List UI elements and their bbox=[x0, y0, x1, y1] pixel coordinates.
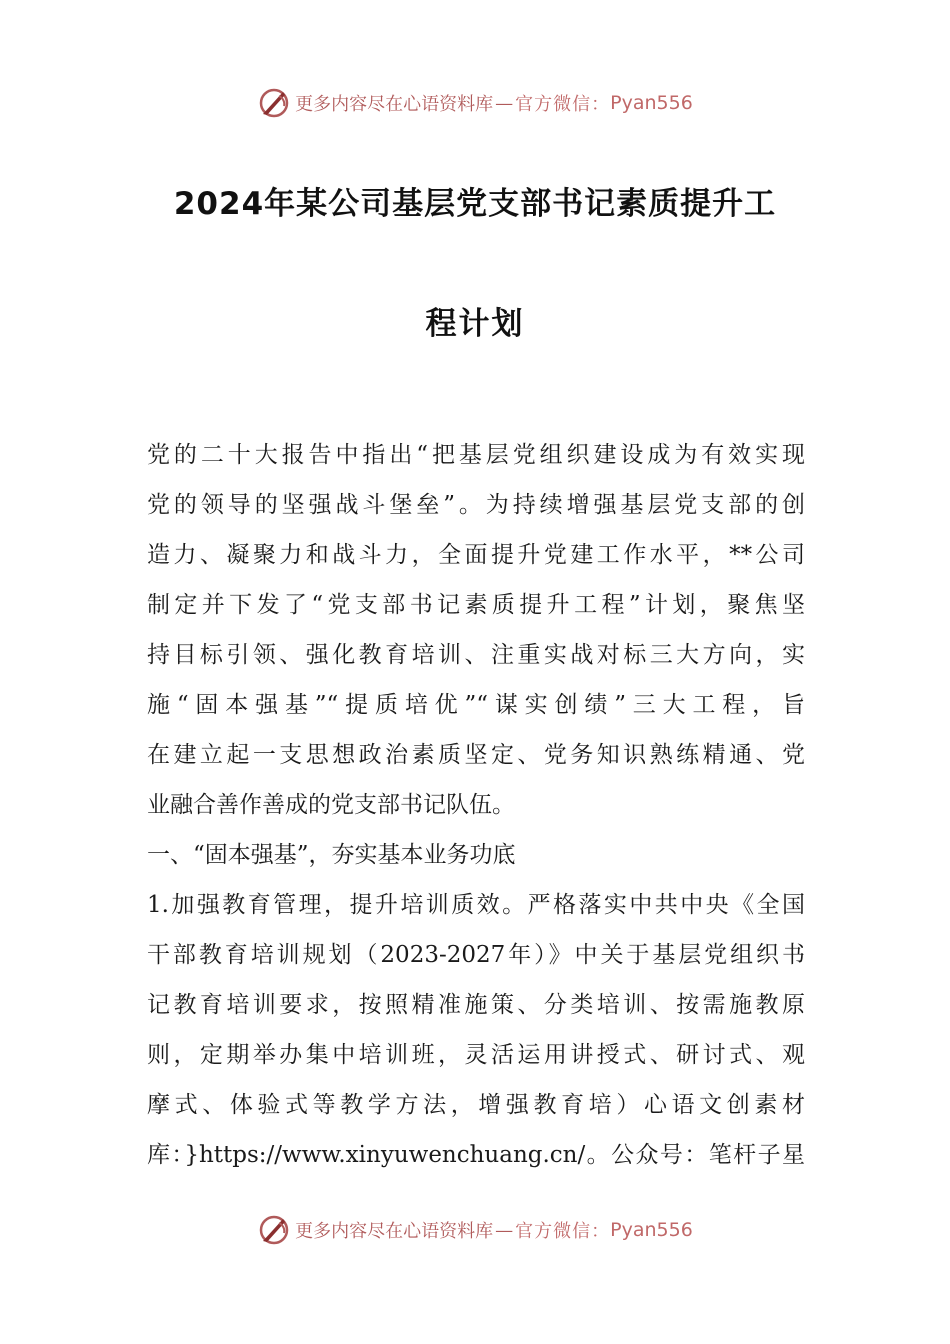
body-line: 党的二十大报告中指出“把基层党组织建设成为有效实现 bbox=[147, 442, 805, 468]
body-line: 摩式、体验式等教学方法，增强教育培）心语文创素材 bbox=[147, 1092, 805, 1118]
body-line: 干部教育培训规划（2023-2027年）》中关于基层党组织书 bbox=[147, 942, 805, 968]
quill-pen-logo-icon bbox=[257, 1213, 291, 1247]
body-line: 记教育培训要求，按照精准施策、分类培训、按需施教原 bbox=[147, 992, 805, 1018]
body-line: 制定并下发了“党支部书记素质提升工程”计划，聚焦坚 bbox=[147, 592, 805, 618]
body-line: 业融合善作善成的党支部书记队伍。 bbox=[147, 792, 515, 818]
body-line: 1.加强教育管理，提升培训质效。严格落实中共中央《全国 bbox=[147, 892, 805, 918]
watermark-wechat-id: Pyan556 bbox=[610, 92, 693, 114]
section-heading: 一、“固本强基”，夯实基本业务功底 bbox=[147, 842, 516, 868]
watermark-wechat-id: Pyan556 bbox=[610, 1219, 693, 1241]
body-line: 造力、凝聚力和战斗力，全面提升党建工作水平，**公司 bbox=[147, 542, 805, 568]
watermark-main-text: 更多内容尽在心语资料库 bbox=[295, 94, 494, 115]
document-title-line-2: 程计划 bbox=[425, 306, 525, 342]
body-line: 库：}https://www.xinyuwenchuang.cn/。公众号：笔杆子星 bbox=[147, 1142, 805, 1168]
body-line: 持目标引领、强化教育培训、注重实战对标三大方向，实 bbox=[147, 642, 805, 668]
document-title-line-1: 2024年某公司基层党支部书记素质提升工 bbox=[173, 186, 777, 222]
watermark-dash: — bbox=[495, 92, 514, 114]
body-line: 党的领导的坚强战斗堡垒”。为持续增强基层党支部的创 bbox=[147, 492, 805, 518]
watermark-main-text: 更多内容尽在心语资料库 bbox=[295, 1221, 494, 1242]
document-body bbox=[147, 430, 805, 1180]
quill-pen-logo-icon bbox=[257, 86, 291, 120]
body-line: 施“固本强基”“提质培优”“谋实创绩”三大工程，旨 bbox=[147, 692, 805, 718]
body-line: 则，定期举办集中培训班，灵活运用讲授式、研讨式、观 bbox=[147, 1042, 805, 1068]
watermark-dash: — bbox=[495, 1219, 514, 1241]
body-line: 在建立起一支思想政治素质坚定、党务知识熟练精通、党 bbox=[147, 742, 805, 768]
watermark-wechat-label: 官方微信： bbox=[515, 1221, 611, 1242]
watermark-banner-bottom bbox=[0, 1213, 950, 1247]
watermark-wechat-label: 官方微信： bbox=[515, 94, 611, 115]
watermark-banner-top bbox=[0, 86, 950, 120]
